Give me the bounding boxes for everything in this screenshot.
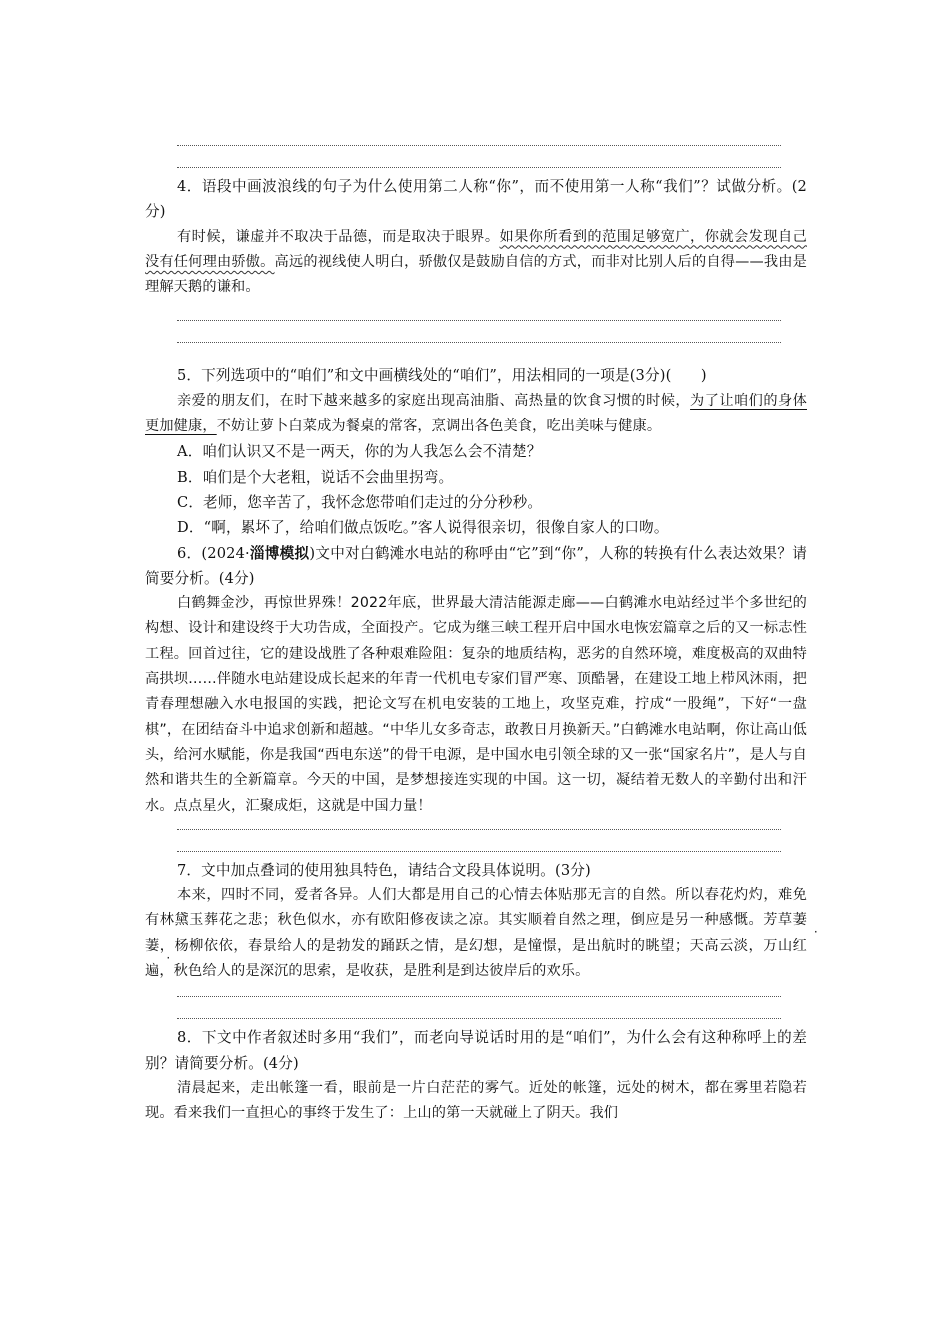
option-a[interactable]: A．咱们认识又不是一两天，你的为人我怎么会不清楚？	[177, 443, 542, 461]
dotted-char: 萋	[792, 912, 807, 929]
passage-5: 亲爱的朋友们，在时下越来越多的家庭出现高油脂、高热量的饮食习惯的时候，为了让咱们的身体更加健康，不妨让萝卜白菜成为餐桌的常客，烹调出各色美食，吃出美味与健康。	[145, 392, 807, 435]
document-page	[145, 132, 807, 1127]
wavy-underlined-sentence: 如果你所看到的范围足够宽广，你就会发现自己没有任何理由骄傲。	[145, 228, 807, 270]
source-label: 淄博模拟	[249, 544, 310, 562]
passage-7: 本来，四时不同，爱者各异。人们大都是用自己的心情去体贴那无言的自然。所以春花灼灼，难免有林黛玉葬花之悲；秋色似水，亦有欧阳修夜读之凉。其实顺着自然之理，倒应是另一种感慨。芳草萋萋，杨柳依依，春景给人的是勃发的踊跃之情，是幻想，是憧憬，是出航时的眺望；天高云淡，万山红遍，秋色给人的是深沉的思索，是收获，是胜利是到达彼岸后的欢乐。	[145, 887, 808, 980]
passage-6: 白鹤舞金沙，再惊世界殊！2022年底，世界最大清洁能源走廊——白鹤滩水电站经过半个多世纪的构想、设计和建设终于大功告成，全面投产。它成为继三峡工程开启中国水电恢宏篇章之后的又一标志性工程。回首过往，它的建设战胜了各种艰难险阻：复杂的地质结构，恶劣的自然环境，难度极高的双曲特高拱坝……伴随水电站建设成长起来的年青一代机电专家们冒严寒、顶酷暑，在建设工地上栉风沐雨，把青春理想融入水电报国的实践，把论文写在机电安装的工地上，攻坚克难，拧成“一股绳”，下好“一盘棋”，在团结奋斗中追求创新和超越。“中华儿女多奇志，敢教日月换新天。”白鹤滩水电站啊，你让高山低头，给河水赋能，你是我国“西电东送”的骨干电源，是中国水电引领全球的又一张“国家名片”，是人与自然和谐共生的全新篇章。今天的中国，是梦想接连实现的中国。这一切，凝结着无数人的辛勤付出和汗水。点点星火，汇聚成炬，这就是中国力量！	[145, 595, 808, 814]
question-8: 8．下文中作者叙述时多用“我们”，而老向导说话时用的是“咱们”，为什么会有这种称呼上的差别？请简要分析。(4分)	[145, 1029, 807, 1072]
option-c[interactable]: C．老师，您辛苦了，我怀念您带咱们走过的分分秒秒。	[177, 493, 543, 511]
dotted-char: 萋	[145, 937, 160, 954]
option-b[interactable]: B．咱们是个大老粗，说话不会曲里拐弯。	[177, 468, 454, 486]
question-7: 7．文中加点叠词的使用独具特色，请结合文段具体说明。(3分)	[177, 861, 591, 879]
question-5: 5．下列选项中的“咱们”和文中画横线处的“咱们”，用法相同的一项是(3分)( )	[177, 367, 707, 385]
underlined-phrase: 为了让咱们的身体更加健康，	[145, 392, 807, 435]
question-4: 4．语段中画波浪线的句子为什么使用第二人称“你”，而不使用第一人称“我们”？试做分析。(2分)	[145, 178, 807, 221]
passage-4: 有时候，谦虚并不取决于品德，而是取决于眼界。如果你所看到的范围足够宽广，你就会发现自己没有任何理由骄傲。高远的视线使人明白，骄傲仅是鼓励自信的方式，而非对比别人后的自得——我由是理解天鹅的谦和。	[145, 228, 807, 296]
question-6: 6．(2024·淄博模拟)文中对白鹤滩水电站的称呼由“它”到“你”，人称的转换有什么表达效果？请简要分析。(4分)	[145, 544, 807, 587]
option-d[interactable]: D．“啊，累坏了，给咱们做点饭吃。”客人说得很亲切，很像自家人的口吻。	[177, 519, 669, 537]
passage-8: 清晨起来，走出帐篷一看，眼前是一片白茫茫的雾气。近处的帐篷，远处的树木，都在雾里若隐若现。看来我们一直担心的事终于发生了：上山的第一天就碰上了阴天。我们	[145, 1079, 807, 1122]
